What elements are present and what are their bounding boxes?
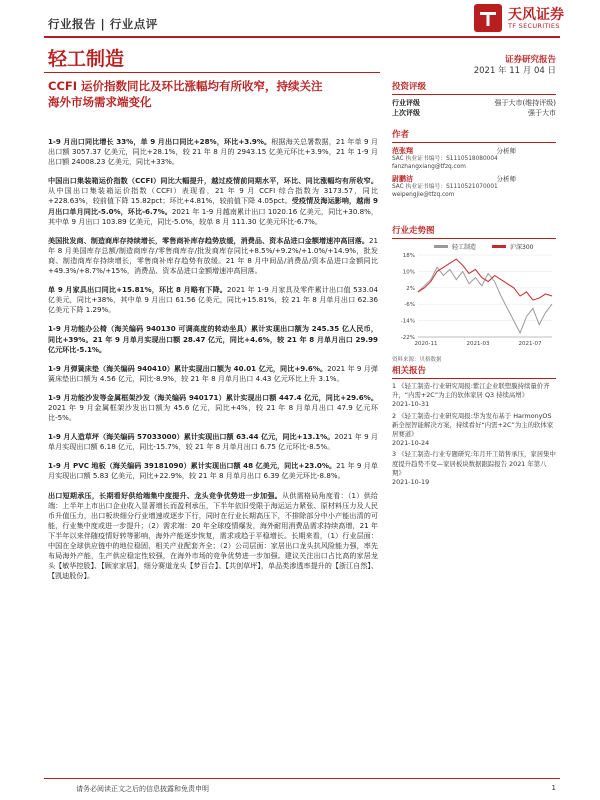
series-lines xyxy=(418,259,552,333)
author-2-role: 分析师 xyxy=(496,175,516,183)
rating-value: 强于大市(维持评级) xyxy=(494,99,556,107)
prev-rating-label: 上次评级 xyxy=(392,109,420,117)
main-body xyxy=(48,137,378,590)
related-item-3-date: 2021-10-19 xyxy=(392,478,430,487)
related-item-1-title[interactable]: 1 《轻工制造-行业研究周报:紫江企业联塑膜持续量价齐升，“内需+2C”为主的软体家居 Q3 持续高增》 xyxy=(392,382,550,400)
series-line-0 xyxy=(418,267,552,333)
report-type: 证券研究报告 xyxy=(504,55,556,65)
page-number: 1 xyxy=(551,784,556,792)
footer-divider xyxy=(44,778,560,779)
author-1 xyxy=(392,146,556,171)
p2-text1: 从中国出口集装箱运价指数（CCFI）表现看，21 年 9 月 CCFI 综合指数为 3173.57，同比+228.63%，较前值下降 15.82pct；环比+4.81%，较前值下降 4.05pct。 xyxy=(48,186,378,206)
chart-legend xyxy=(434,243,534,251)
chart-source: 资料来源：贝格数据 xyxy=(392,357,442,363)
rating-title: 投资评级 xyxy=(392,80,556,95)
author-2-cert: SAC 执业证书编号：S1110521070001 xyxy=(392,184,498,190)
p4-text: 2021 年 1-9 月家具及零件累计出口值 533.04 亿美元，同比+38%，其中单 9 月出口 61.56 亿美元，同比+15.81%，较 21 年 8 月单月出口 62.36 亿美元下降 1.29%。 xyxy=(48,285,378,315)
trend-chart xyxy=(392,241,556,353)
related-item-2-date: 2021-10-24 xyxy=(392,439,430,448)
y-axis xyxy=(401,253,552,341)
y-tick-label: 2% xyxy=(406,285,415,292)
legend-label-1: 沪深300 xyxy=(510,244,534,251)
report-title xyxy=(48,78,388,110)
legend-swatch-1 xyxy=(492,245,506,248)
p9-heading: 1-9 月 PVC 地板（海关编码 39181090）累计实现出口额 48 亿美元，同比+23.0%。 xyxy=(48,461,337,471)
p8-text: 2021 年 9 月单月实现出口额 6.18 亿元，同比-15.7%，较 21 年 8 月单月出口 6.75 亿元环比-8.5%。 xyxy=(48,432,379,452)
related-item-3-title[interactable]: 3 《轻工制造-行业专题研究:年月开工销售承压，家居集中度提升趋势不变—家居板块数据跟踪报告 2021 年第八期》 xyxy=(392,450,556,477)
p7-heading: 1-9 月功能沙发等金属框架沙发（海关编码 940171）累计实现出口额 447.4 亿元，同比+29.6%。 xyxy=(48,392,378,402)
paragraph-6 xyxy=(48,364,378,384)
paragraph-1 xyxy=(48,137,378,167)
related-item[interactable] xyxy=(392,450,556,487)
legend-swatch-0 xyxy=(434,245,448,248)
author-2-row xyxy=(392,174,556,184)
report-date: 2021 年 11 月 04 日 xyxy=(473,66,556,76)
paragraph-5 xyxy=(48,324,378,354)
y-tick-label: 18% xyxy=(402,253,415,259)
p7-text: 2021 年 9 月金属框架沙发出口额为 45.6 亿元，同比+4%，较 21 年 8 月单月出口 47.9 亿元环比-5%。 xyxy=(48,402,378,423)
y-tick-label: -22% xyxy=(400,335,415,341)
paragraph-10 xyxy=(48,491,378,582)
y-tick-label: -14% xyxy=(400,318,415,325)
p2-text2: 2021 年 1-9 月越南累计出口 1020.16 亿美元，同比+30.8%，其中单 9 月出口 103.89 亿美元，同比-5.0%，较单 8 月 111.30 亿美元环比-6.7%。 xyxy=(48,206,378,226)
p2-heading2: 受疫情及海运影响，越南 9 月出口单月同比-5.0%，环比-6.7%。 xyxy=(48,196,378,216)
logo-text-cn: 天风证券 xyxy=(508,7,564,23)
author-2 xyxy=(392,174,556,199)
paragraph-7 xyxy=(48,393,378,423)
author-title: 作者 xyxy=(392,128,556,143)
p2-heading: 中国出口集装箱运价指数（CCFI）同比大幅提升，越过疫情前同期水平，环比、同比涨幅均有所收窄。 xyxy=(48,176,378,186)
p10-text: 从供需格局角度看：（1）供给端：上半年上市出口企业收入显著增长而盈利承压，下半年依旧受限于海运运力紧张、原材料压力及人民币升值压力，出口板块细分行业增速或逐步下行，同时在行业长期高压下，不排除部分中小产能出清的可能，行业集中度或进一步提升；（2）需求端：20 年全球疫情爆发，海外耐用消费品需求持续高增，21 年下半年以来伴随疫情好转等影响，海外产能逐步恢复，需求或趋于平稳增长。长期来看，（1）行业层面：中国在全球供应链中的地位稳固，相关产业配套齐全；（2）公司层面：家居出口龙头抗风险能力强，率先布局海外产能，生产供应稳定性较强，在海外市场的竞争优势进一步加强。建议关注出口占比高的家居龙头【敏华控股】、【顾家家居】，细分赛道龙头【梦百合】、【共创草坪】，单品类渗透率提升的【浙江自然】、【凯迪股份】。 xyxy=(48,490,379,581)
paragraph-8 xyxy=(48,432,378,452)
author-1-name: 范张翔 xyxy=(392,147,413,155)
report-category: 行业报告 | 行业点评 xyxy=(48,17,158,31)
prev-rating-value: 强于大市 xyxy=(528,109,556,117)
prev-rating-row xyxy=(392,108,556,118)
paragraph-9 xyxy=(48,461,378,481)
related-item[interactable] xyxy=(392,412,556,449)
report-title-line2: 海外市场需求端变化 xyxy=(48,95,152,109)
author-1-role: 分析师 xyxy=(496,147,516,155)
author-2-name: 尉鹏洁 xyxy=(392,175,413,183)
author-1-email[interactable]: fanzhangxiang@tfzq.com xyxy=(392,163,466,170)
author-1-cert: SAC 执业证书编号：S1110518080004 xyxy=(392,156,498,162)
rating-section xyxy=(392,80,556,118)
rating-row xyxy=(392,98,556,108)
logo-text-en: TF SECURITIES xyxy=(508,22,560,30)
x-tick-label: 2020-11 xyxy=(414,341,438,347)
y-tick-label: 10% xyxy=(402,269,415,276)
trend-title: 行业走势图 xyxy=(392,224,556,239)
header-divider xyxy=(44,36,560,38)
x-axis xyxy=(415,337,552,347)
related-section xyxy=(392,364,556,489)
title-divider xyxy=(44,72,380,73)
report-title-line1: CCFI 运价指数同比及环比涨幅均有所收窄，持续关注 xyxy=(48,79,323,93)
related-title: 相关报告 xyxy=(392,364,556,379)
trend-section xyxy=(392,224,556,363)
industry-title: 轻工制造 xyxy=(48,48,125,70)
p6-text: 2021 年 9 月弹簧床垫出口额为 4.56 亿元，同比-8.9%，较 21 年 8 月单月出口 4.43 亿元环比上升 3.1%。 xyxy=(48,363,378,383)
p5-heading: 1-9 月功能办公椅（海关编码 940130 可调高度的转动坐具）累计实现出口额为 245.35 亿人民币，同比+39%。21 年 9 月单月实现出口额 28.47 亿元，同比+4.6%，较 21 年 8 月单月出口 29.99 亿元环比-5.1%。 xyxy=(48,324,378,354)
paragraph-4 xyxy=(48,285,378,315)
author-2-email[interactable]: weipengjie@tfzq.com xyxy=(392,191,455,198)
tf-logo-icon xyxy=(474,4,502,32)
p4-heading: 单 9 月家具出口同比+15.81%，环比 8 月略有下降。 xyxy=(48,285,228,295)
rating-label: 行业评级 xyxy=(392,99,420,107)
p1-heading: 1-9 月出口同比增长 33%，单 9 月出口同比+28%，环比+3.9%。 xyxy=(48,137,272,146)
series-line-1 xyxy=(418,259,552,300)
related-item-2-title[interactable]: 2 《轻工制造-行业研究周报:华为发布基于 HarmonyOS 新全屋智能解决方案，持续看好“内需+2C”为主的软体家居赛道》 xyxy=(392,411,554,439)
related-item-1-date: 2021-10-31 xyxy=(392,400,430,409)
x-tick-label: 2021-07 xyxy=(518,341,542,347)
paragraph-2 xyxy=(48,176,378,226)
author-section xyxy=(392,128,556,199)
author-1-row xyxy=(392,146,556,156)
paragraph-3 xyxy=(48,236,378,276)
p10-heading: 出口短期承压，长期看好供给端集中度提升、龙头竞争优势进一步加强。 xyxy=(48,490,282,500)
footer-disclaimer: 请务必阅读正文之后的信息披露和免责申明 xyxy=(76,785,209,793)
x-tick-label: 2021-03 xyxy=(466,341,490,347)
p3-heading: 美国批发商、制造商库存持续增长，零售商补库存趋势放缓，消费品、资本品进口金额增速冲高回落。 xyxy=(48,235,369,245)
p8-heading: 1-9 月人造草坪（海关编码 57033000）累计实现出口额 63.44 亿元，同比+13.1%。 xyxy=(48,432,335,442)
p3-text: 21 年 8 月美国库存总额/制造商库存/零售商库存/批发商库存同比+8.5%/+9.2%/+1.0%/+14.9%，批发商、制造商库存持续增长，零售商补库存趋势有放缓。21 年 8 月中间品/消费品/资本品进口金额同比+49.3%/+8.7%/+15%，消费品、资本品进口金额增速冲高回落。 xyxy=(48,235,378,276)
p6-heading: 1-9 月弹簧床垫（海关编码 940410）累计实现出口额为 40.01 亿元，同比+9.6%。 xyxy=(48,363,328,373)
y-tick-label: -6% xyxy=(404,302,415,309)
legend-label-0: 轻工制造 xyxy=(452,244,477,251)
p1-text: 根据海关总署数据，21 年单 9 月出口额 3057.37 亿美元，同比+28.1%，较 21 年 8 月的 2943.15 亿美元环比+3.9%，21 年 1-9 月出口额 24008.23 亿美元，同比+33%。 xyxy=(48,137,378,167)
related-item[interactable] xyxy=(392,382,556,410)
related-list xyxy=(392,382,556,487)
p9-text: 21 年 9 月单月实现出口额 5.83 亿美元，同比+22.9%，较 21 年 8 月单月出口 6.39 亿美元环比-8.8%。 xyxy=(48,461,378,481)
